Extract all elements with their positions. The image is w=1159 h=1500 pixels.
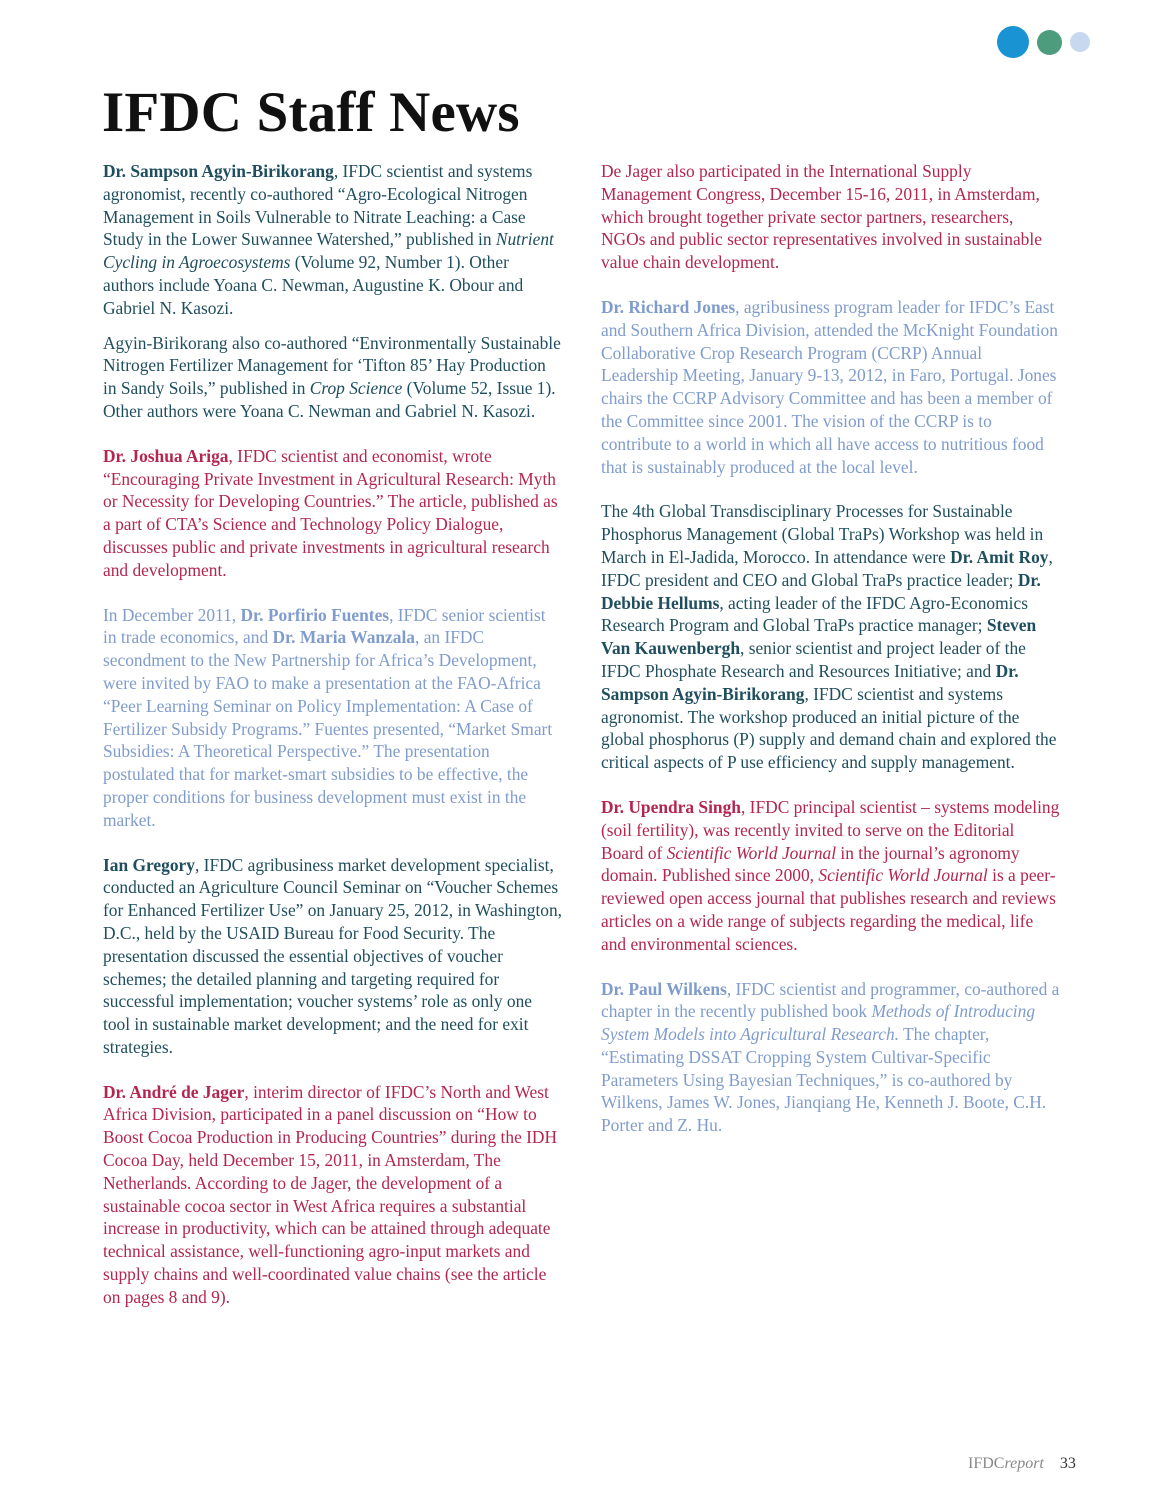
article-de-jager: Dr. André de Jager, interim director of IFDC’s North and West Africa Division, participated in a panel discussion on “How to Boost Cocoa Production in Producing Countries” during the IDH Cocoa Day, held December 15, 2011, in Amsterdam, The Netherlands. According to de Jager, the development of a sustainable cocoa sector in West Africa requires a substantial increase in productivity, which can be attained through adequate technical assistance, well-functioning agro-input markets and supply chains and well-coordinated value chains (see the article on pages 8 and 9).	[103, 1081, 558, 1307]
article-global-traps: The 4th Global Transdisciplinary Processes for Sustainable Phosphorus Management (Global TraPs) Workshop was held in March in El-Jadida, Morocco. In attendance were Dr. Amit Roy, IFDC president and CEO and Global TraPs practice leader; Dr. Debbie Hellums, acting leader of the IFDC Agro-Economics Research Program and Global TraPs practice manager; Steven Van Kauwenbergh, senior scientist and project leader of the IFDC Phosphate Research and Resources Initiative; and Dr. Sampson Agyin-Birikorang, IFDC scientist and systems agronomist. The workshop produced an initial picture of the global phosphorus (P) supply and demand chain and explored the critical aspects of P use efficiency and supply management.	[601, 501, 1057, 773]
person-name: Dr. Debbie Hellums	[601, 569, 1041, 613]
journal-title: Scientific World Journal	[818, 865, 988, 886]
blue-dot-icon	[997, 26, 1029, 58]
journal-title: Crop Science	[309, 378, 403, 399]
article-agyin-birikorang: Dr. Sampson Agyin-Birikorang, IFDC scientist and systems agronomist, recently co-authored “Agro-Ecological Nitrogen Management in Soils Vulnerable to Nitrate Leaching: a Case Study in the Lower Suwannee Watershed,” published in Nutrient Cycling in Agroecosystems (Volume 92, Number 1). Other authors include Yoana C. Newman, Augustine K. Obour and Gabriel N. Kasozi.	[103, 161, 554, 318]
article-gregory: Ian Gregory, IFDC agribusiness market development specialist, conducted an Agriculture Council Seminar on “Voucher Schemes for Enhanced Fertilizer Use” on January 25, 2012, in Washington, D.C., held by the USAID Bureau for Food Security. The presentation discussed the essential objectives of voucher schemes; the detailed planning and targeting required for successful implementation; voucher systems’ role as only one tool in sustainable market development; and the need for exit strategies.	[103, 854, 563, 1057]
right-column	[601, 160, 1061, 1159]
article-ariga: Dr. Joshua Ariga, IFDC scientist and economist, wrote “Encouraging Private Investment in Agricultural Research: Myth or Necessity for Developing Countries.” The article, published as a part of CTA’s Science and Technology Policy Dialogue, discusses public and private investments in agricultural research and development.	[103, 445, 558, 580]
footer-report: report	[1004, 1455, 1044, 1472]
green-dot-icon	[1037, 30, 1062, 55]
person-name: Dr. André de Jager	[103, 1081, 245, 1102]
light-blue-dot-icon	[1070, 32, 1090, 52]
book-title: Methods of Introducing System Models into Agricultural Research.	[601, 1001, 1036, 1045]
journal-title: Scientific World Journal	[666, 842, 837, 863]
article-de-jager-2: De Jager also participated in the International Supply Management Congress, December 15-16, 2011, in Amsterdam, which brought together private sector partners, researchers, NGOs and public sector representatives involved in sustainable value chain development.	[601, 161, 1042, 273]
person-name: Dr. Upendra Singh	[601, 796, 741, 817]
person-name: Steven Van Kauwenbergh	[601, 615, 1037, 659]
person-name: Dr. Paul Wilkens	[601, 978, 727, 999]
article-wilkens: Dr. Paul Wilkens, IFDC scientist and programmer, co-authored a chapter in the recently published book Methods of Introducing System Models into Agricultural Research. The chapter, “Estimating DSSAT Cropping System Cultivar-Specific Parameters Using Bayesian Techniques,” is co-authored by Wilkens, James W. Jones, Jianqiang He, Kenneth J. Boote, C.H. Porter and Z. Hu.	[601, 978, 1060, 1136]
page-title: IFDC Staff News	[102, 81, 520, 144]
article-singh: Dr. Upendra Singh, IFDC principal scientist – systems modeling (soil fertility), was recently invited to serve on the Editorial Board of Scientific World Journal in the journal’s agronomy domain. Published since 2000, Scientific World Journal is a peer-reviewed open access journal that publishes research and reviews articles on a wide range of subjects regarding the medical, life and environmental sciences.	[601, 796, 1060, 954]
left-column	[103, 160, 563, 1331]
person-name: Dr. Sampson Agyin-Birikorang	[103, 161, 334, 181]
journal-title: Nutrient Cycling in Agroecosystems	[103, 229, 554, 273]
footer-brand: IFDC	[968, 1455, 1005, 1472]
article-jones: Dr. Richard Jones, agribusiness program leader for IFDC’s East and Southern Africa Division, attended the McKnight Foundation Collaborative Crop Research Program (CCRP) Annual Leadership Meeting, January 9-13, 2012, in Faro, Portugal. Jones chairs the CCRP Advisory Committee and has been a member of the Committee since 2001. The vision of the CCRP is to contribute to a world in which all have access to nutritious food that is sustainably produced at the local level.	[601, 296, 1058, 477]
article-agyin-birikorang-2: Agyin-Birikorang also co-authored “Environmentally Sustainable Nitrogen Fertilizer Management for ‘Tifton 85’ Hay Production in Sandy Soils,” published in Crop Science (Volume 52, Issue 1). Other authors were Yoana C. Newman and Gabriel N. Kasozi.	[103, 332, 561, 421]
article-fuentes-wanzala: In December 2011, Dr. Porfirio Fuentes, IFDC senior scientist in trade economics, and Dr. Maria Wanzala, an IFDC secondment to the New Partnership for Africa’s Development, were invited by FAO to make a presentation at the FAO-Africa “Peer Learning Seminar on Policy Implementation: A Case of Fertilizer Subsidy Programs.” Fuentes presented, “Market Smart Subsidies: A Theoretical Perspective.” The presentation postulated that for market-smart subsidies to be effective, the proper conditions for business development must exist in the market.	[103, 604, 553, 830]
person-name: Dr. Amit Roy	[950, 546, 1049, 567]
person-name: Dr. Sampson Agyin-Birikorang	[601, 660, 1019, 704]
person-name: Dr. Richard Jones	[601, 296, 736, 317]
page-footer	[968, 1455, 1076, 1473]
page-number: 33	[1059, 1455, 1076, 1472]
person-name: Dr. Porfirio Fuentes	[240, 604, 390, 625]
person-name: Ian Gregory	[103, 854, 195, 875]
person-name: Dr. Joshua Ariga	[103, 445, 229, 466]
person-name: Dr. Maria Wanzala	[272, 627, 416, 648]
